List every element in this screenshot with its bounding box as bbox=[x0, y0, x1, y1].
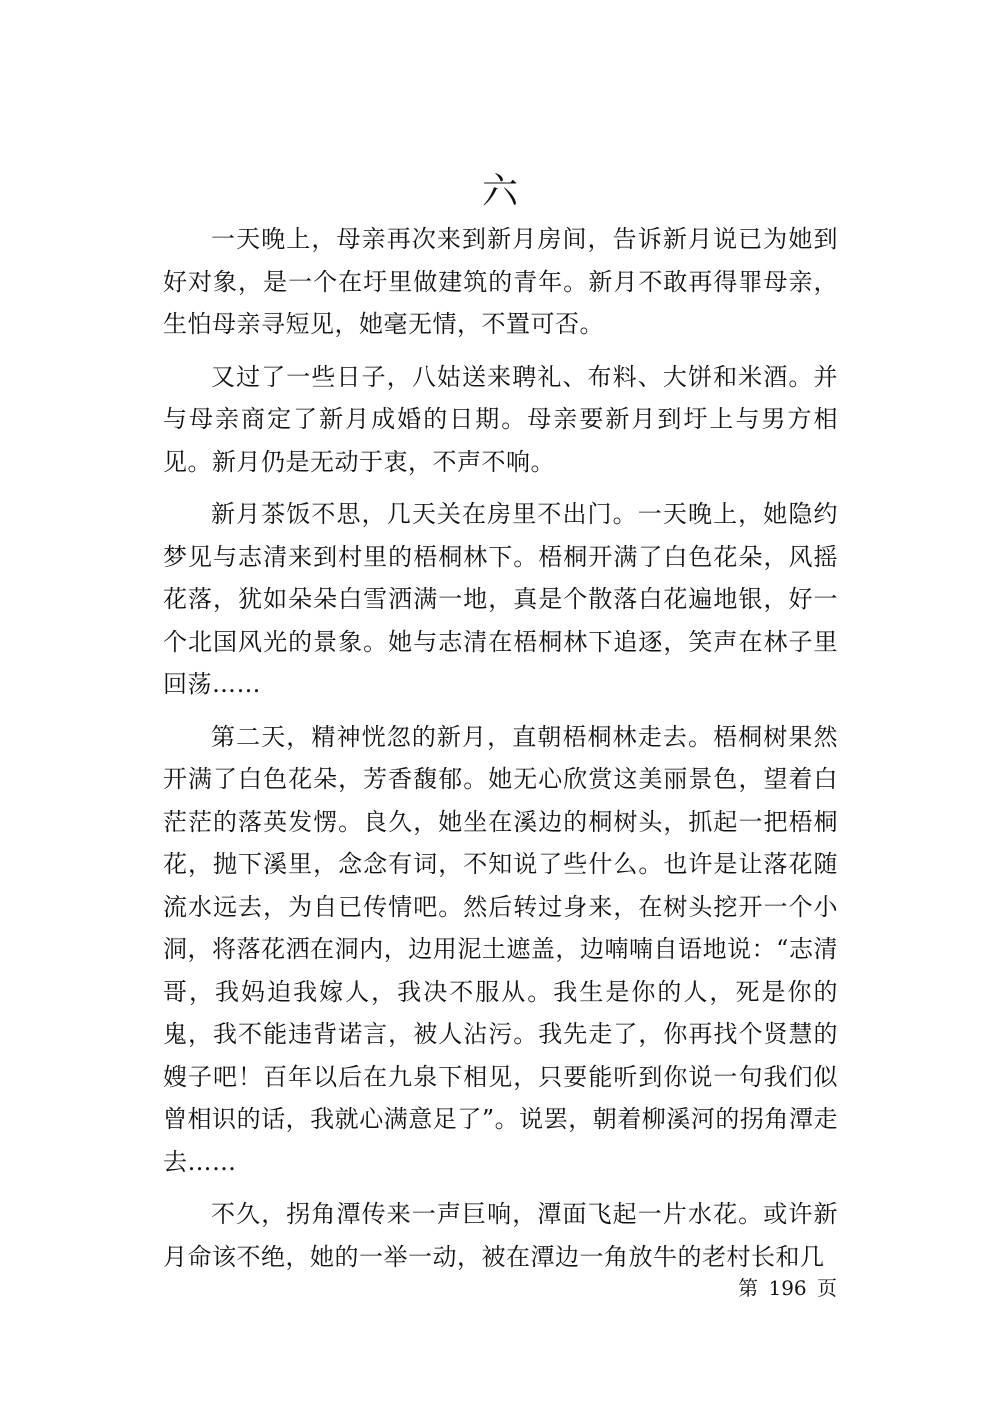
body-text bbox=[163, 218, 838, 1288]
paragraph: 一天晚上，母亲再次来到新月房间，告诉新月说已为她到好对象，是一个在圩里做建筑的青年。新月不敢再得罪母亲，生怕母亲寻短见，她毫无情，不置可否。 bbox=[163, 225, 838, 338]
paragraph: 新月茶饭不思，几天关在房里不出门。一天晚上，她隐约梦见与志清来到村里的梧桐林下。梧桐开满了白色花朵，风摇花落，犹如朵朵白雪洒满一地，真是个散落白花遍地银，好一个北国风光的景象。她与志清在梧桐林下追逐，笑声在林子里回荡…… bbox=[163, 500, 838, 698]
page-number: 第 196 页 bbox=[738, 1276, 837, 1300]
chapter-title: 六 bbox=[481, 171, 518, 212]
paragraph: 第二天，精神恍忽的新月，直朝梧桐林走去。梧桐树果然开满了白色花朵，芳香馥郁。她无心欣赏这美丽景色，望着白茫茫的落英发愣。良久，她坐在溪边的桐树头，抓起一把梧桐花，抛下溪里，念念有词，不知说了些什么。也许是让落花随流水远去，为自已传情吧。然后转过身来，在树头挖开一个小洞，将落花洒在洞内，边用泥土遮盖，边喃喃自语地说：“志清哥，我妈迫我嫁人，我决不服从。我生是你的人，死是你的鬼，我不能违背诺言，被人沾污。我先走了，你再找个贤慧的嫂子吧！百年以后在九泉下相见，只要能听到你说一句我们似曾相识的话，我就心满意足了”。说罢，朝着柳溪河的拐角潭走去…… bbox=[163, 722, 838, 1176]
paragraph: 又过了一些日子，八姑送来聘礼、布料、大饼和米酒。并与母亲商定了新月成婚的日期。母亲要新月到圩上与男方相见。新月仍是无动于衷，不声不响。 bbox=[163, 362, 838, 476]
paragraph: 不久，拐角潭传来一声巨响，潭面飞起一片水花。或许新月命该不绝，她的一举一动，被在潭边一角放牛的老村长和几 bbox=[163, 1200, 838, 1271]
